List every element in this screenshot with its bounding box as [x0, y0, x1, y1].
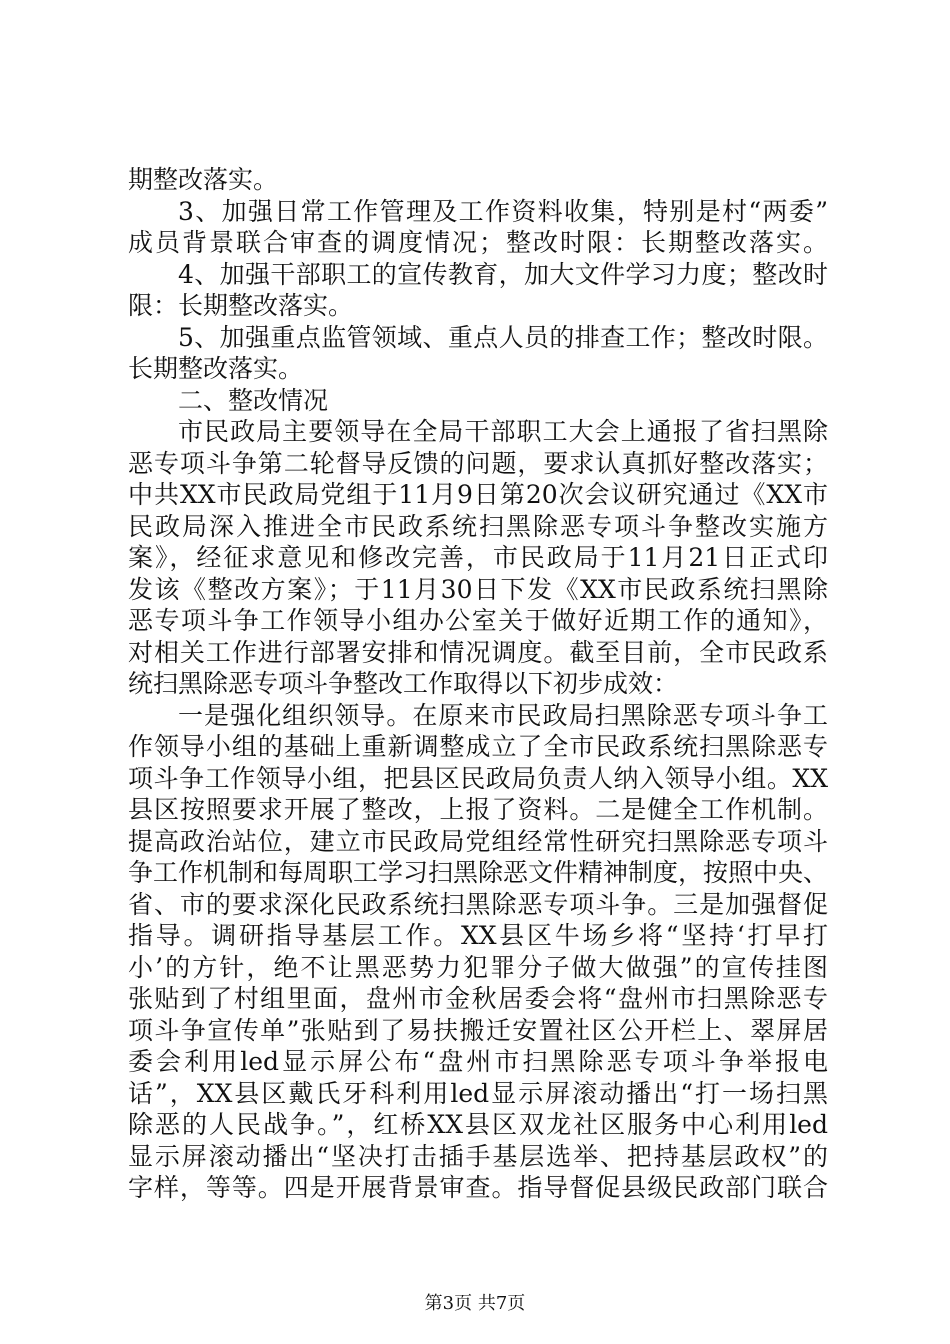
text-line: 项斗争工作领导小组，把县区民政局负责人纳入领导小组。XX — [128, 763, 828, 793]
text-line: 委会利用led显示屏公布“盘州市扫黑除恶专项斗争举报电 — [128, 1047, 828, 1076]
text-line: 发该《整改方案》；于11月30日下发《XX市民政系统扫黑除 — [128, 574, 828, 604]
text-line: 县区按照要求开展了整改，上报了资料。二是健全工作机制。 — [128, 795, 828, 824]
text-line: 字样，等等。四是开展背景审查。指导督促县级民政部门联合 — [128, 1173, 828, 1202]
text-line: 一是强化组织领导。在原来市民政局扫黑除恶专项斗争工 — [178, 700, 828, 730]
text-line: 争工作机制和每周职工学习扫黑除恶文件精神制度，按照中央、 — [128, 858, 828, 887]
text-line: 除恶的人民战争。”，红桥XX县区双龙社区服务中心利用led — [128, 1110, 828, 1139]
text-line: 5、加强重点监管领域、重点人员的排查工作；整改时限。 — [178, 322, 828, 352]
text-line: 中共XX市民政局党组于11月9日第20次会议研究通过《XX市 — [128, 480, 828, 509]
text-line: 话”，XX县区戴氏牙科利用led显示屏滚动播出“打一场扫黑 — [128, 1078, 828, 1108]
text-line: 恶专项斗争工作领导小组办公室关于做好近期工作的通知》， — [128, 606, 828, 635]
document-body — [128, 164, 828, 1204]
text-line: 显示屏滚动播出“坚决打击插手基层选举、把持基层政权”的 — [128, 1141, 828, 1171]
text-line: 省、市的要求深化民政系统扫黑除恶专项斗争。三是加强督促 — [128, 889, 828, 919]
text-line: 小’的方针，绝不让黑恶势力犯罪分子做大做强”的宣传挂图 — [128, 952, 828, 982]
text-line: 对相关工作进行部署安排和情况调度。截至目前，全市民政系 — [128, 637, 828, 667]
text-line: 市民政局主要领导在全局干部职工大会上通报了省扫黑除 — [178, 417, 828, 446]
text-line: 限：长期整改落实。 — [128, 291, 354, 320]
text-line: 统扫黑除恶专项斗争整改工作取得以下初步成效： — [128, 669, 679, 698]
text-line: 长期整改落实。 — [128, 354, 304, 383]
page-footer: 第3页 共7页 — [424, 1293, 526, 1314]
text-line: 指导。调研指导基层工作。XX县区牛场乡将“坚持‘打早打 — [128, 921, 828, 950]
text-line: 项斗争宣传单”张贴到了易扶搬迁安置社区公开栏上、翠屏居 — [128, 1015, 828, 1045]
text-line: 提高政治站位，建立市民政局党组经常性研究扫黑除恶专项斗 — [128, 826, 828, 856]
text-line: 恶专项斗争第二轮督导反馈的问题，要求认真抓好整改落实； — [128, 448, 828, 478]
text-line: 作领导小组的基础上重新调整成立了全市民政系统扫黑除恶专 — [128, 732, 828, 761]
text-line: 期整改落实。 — [128, 165, 279, 194]
text-line: 张贴到了村组里面，盘州市金秋居委会将“盘州市扫黑除恶专 — [128, 984, 828, 1013]
text-line: 民政局深入推进全市民政系统扫黑除恶专项斗争整改实施方 — [128, 511, 828, 541]
text-line: 成员背景联合审查的调度情况；整改时限：长期整改落实。 — [128, 228, 828, 257]
text-line: 二、整改情况 — [178, 385, 329, 415]
text-line: 案》，经征求意见和修改完善，市民政局于11月21日正式印 — [128, 543, 828, 572]
text-line: 4、加强干部职工的宣传教育，加大文件学习力度；整改时 — [178, 259, 828, 289]
text-line: 3、加强日常工作管理及工作资料收集，特别是村“两委” — [178, 196, 828, 226]
